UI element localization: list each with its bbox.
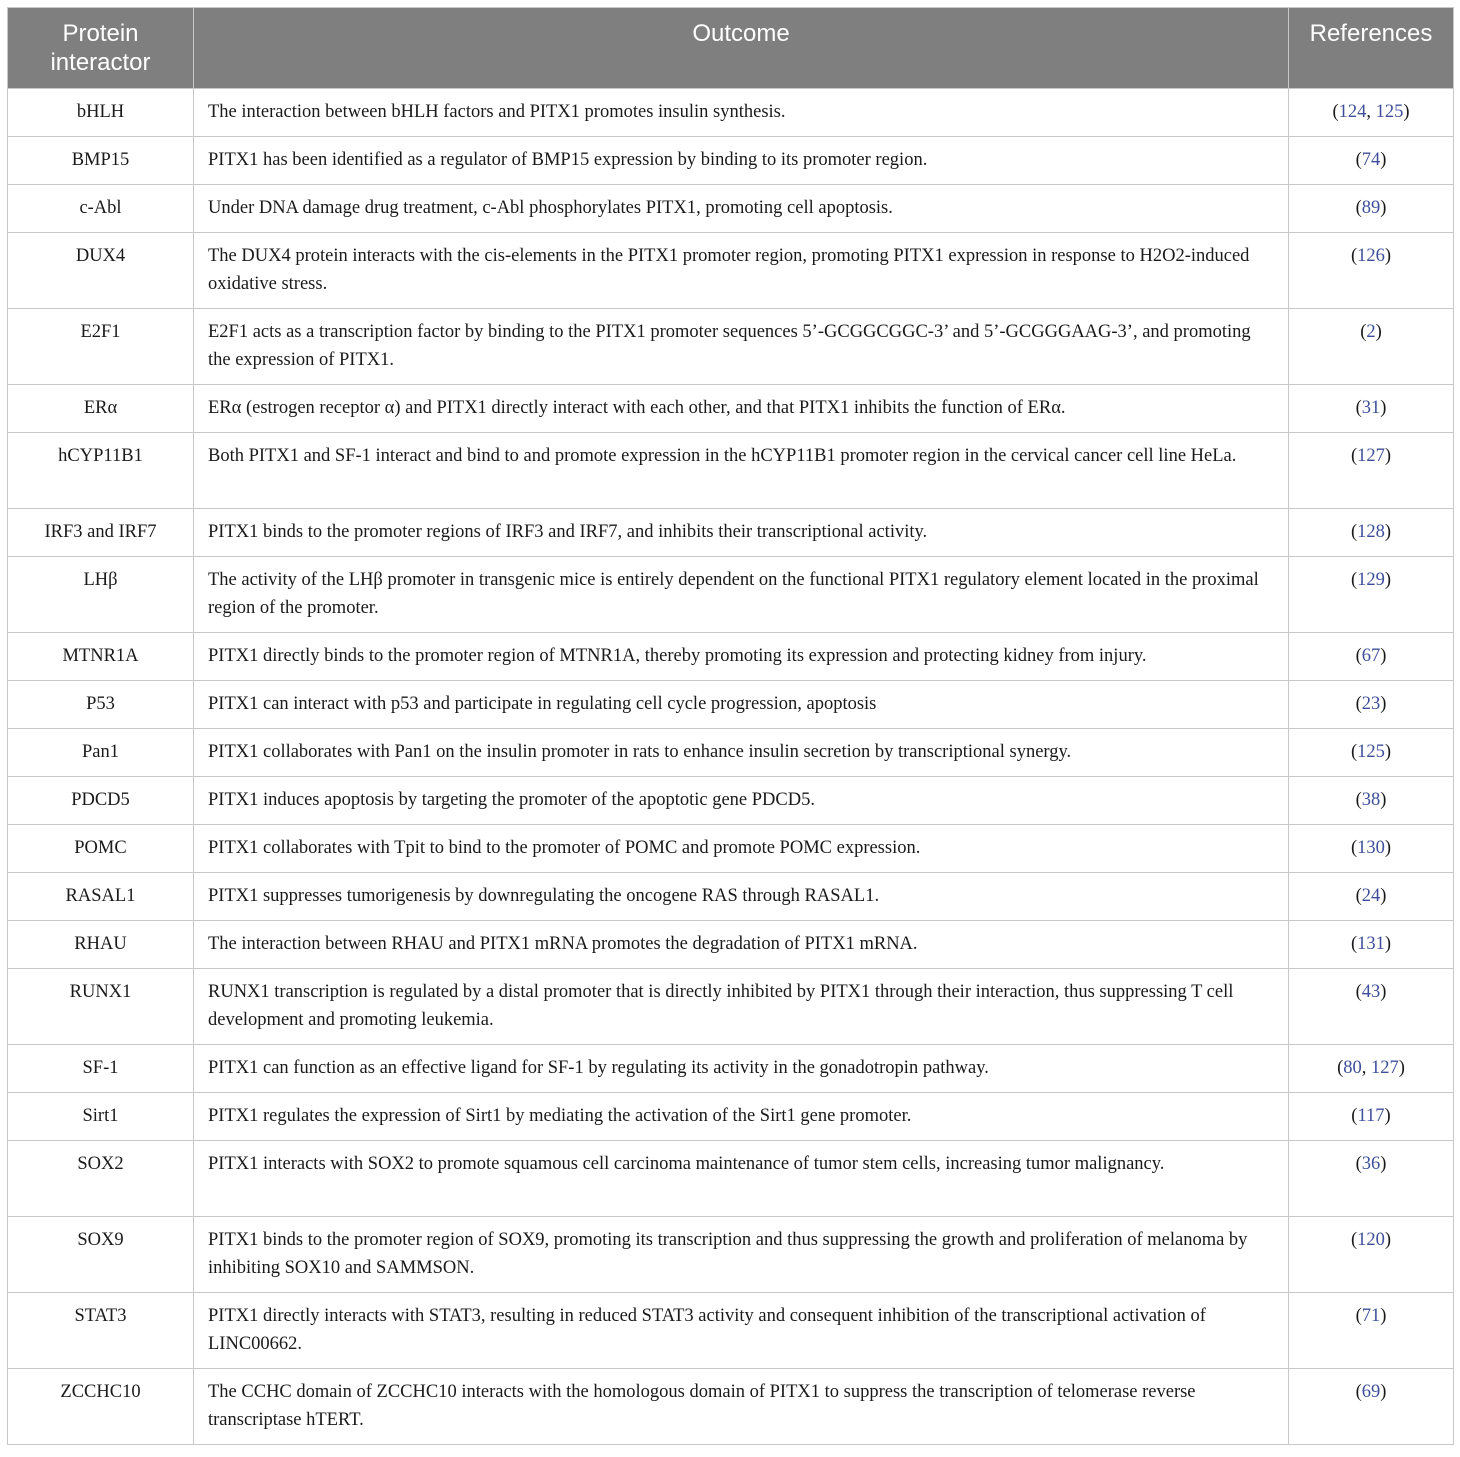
reference-link[interactable]: 69 xyxy=(1361,1382,1381,1402)
outcome-cell: PITX1 collaborates with Pan1 on the insulin promoter in rats to enhance insulin secretion by transcriptional synergy. xyxy=(194,729,1289,777)
outcome-cell: The CCHC domain of ZCCHC10 interacts with the homologous domain of PITX1 to suppress the transcription of telomerase reverse transcriptase hTERT. xyxy=(194,1369,1289,1445)
outcome-cell: Both PITX1 and SF-1 interact and bind to and promote expression in the hCYP11B1 promoter region in the cervical cancer cell line HeLa. xyxy=(194,433,1289,509)
reference-link[interactable]: 43 xyxy=(1361,982,1381,1002)
ref-close-paren: ) xyxy=(1380,790,1387,810)
protein-interactor-cell: Pan1 xyxy=(8,729,194,777)
references-cell xyxy=(1289,729,1454,777)
protein-interactor-cell: BMP15 xyxy=(8,137,194,185)
header-references xyxy=(1289,8,1454,89)
protein-interactor-cell: hCYP11B1 xyxy=(8,433,194,509)
ref-close-paren: ) xyxy=(1380,1382,1387,1402)
ref-open-paren: ( xyxy=(1355,694,1362,714)
ref-close-paren: ) xyxy=(1384,934,1392,954)
table-row xyxy=(8,921,1454,969)
outcome-cell: PITX1 suppresses tumorigenesis by downregulating the oncogene RAS through RASAL1. xyxy=(194,873,1289,921)
protein-interactor-cell: MTNR1A xyxy=(8,633,194,681)
outcome-cell: E2F1 acts as a transcription factor by binding to the PITX1 promoter sequences 5’-GCGGCGGC-3’ and 5’-GCGGGAAG-3’, and promoting the expression of PITX1. xyxy=(194,309,1289,385)
table-row xyxy=(8,681,1454,729)
ref-close-paren: ) xyxy=(1380,198,1387,218)
references-cell xyxy=(1289,1141,1454,1217)
ref-open-paren: ( xyxy=(1350,934,1358,954)
references-cell xyxy=(1289,137,1454,185)
ref-close-paren: ) xyxy=(1384,570,1392,590)
outcome-cell: PITX1 has been identified as a regulator of BMP15 expression by binding to its promoter region. xyxy=(194,137,1289,185)
outcome-cell: PITX1 can function as an effective ligand for SF-1 by regulating its activity in the gonadotropin pathway. xyxy=(194,1045,1289,1093)
ref-open-paren: ( xyxy=(1332,102,1339,122)
ref-close-paren: ) xyxy=(1380,646,1387,666)
outcome-cell: PITX1 directly interacts with STAT3, resulting in reduced STAT3 activity and consequent inhibition of the transcriptional activation of LINC00662. xyxy=(194,1293,1289,1369)
ref-open-paren: ( xyxy=(1355,198,1362,218)
protein-interactor-cell: ZCCHC10 xyxy=(8,1369,194,1445)
table-row xyxy=(8,873,1454,921)
references-cell xyxy=(1289,1093,1454,1141)
reference-link[interactable]: 31 xyxy=(1361,398,1381,418)
ref-open-paren: ( xyxy=(1350,446,1358,466)
table-row xyxy=(8,509,1454,557)
protein-interactor-cell: PDCD5 xyxy=(8,777,194,825)
reference-link[interactable]: 71 xyxy=(1361,1306,1381,1326)
references-cell xyxy=(1289,185,1454,233)
ref-open-paren: ( xyxy=(1355,1306,1362,1326)
ref-open-paren: ( xyxy=(1355,150,1362,170)
table-row xyxy=(8,777,1454,825)
outcome-cell: RUNX1 transcription is regulated by a distal promoter that is directly inhibited by PITX1 through their interaction, thus suppressing T cell development and promoting leukemia. xyxy=(194,969,1289,1045)
ref-open-paren: ( xyxy=(1337,1058,1344,1078)
table-row xyxy=(8,1045,1454,1093)
ref-open-paren: ( xyxy=(1355,646,1362,666)
references-cell xyxy=(1289,89,1454,137)
outcome-cell: The activity of the LHβ promoter in transgenic mice is entirely dependent on the functional PITX1 regulatory element located in the proximal region of the promoter. xyxy=(194,557,1289,633)
table-row xyxy=(8,185,1454,233)
outcome-cell: ERα (estrogen receptor α) and PITX1 directly interact with each other, and that PITX1 inhibits the function of ERα. xyxy=(194,385,1289,433)
reference-link[interactable]: 127 xyxy=(1357,446,1385,466)
references-cell xyxy=(1289,433,1454,509)
ref-open-paren: ( xyxy=(1350,838,1358,858)
protein-interactor-cell: DUX4 xyxy=(8,233,194,309)
ref-close-paren: ) xyxy=(1398,1058,1405,1078)
reference-link[interactable]: 36 xyxy=(1361,1154,1381,1174)
ref-close-paren: ) xyxy=(1375,322,1382,342)
ref-open-paren: ( xyxy=(1350,522,1358,542)
table-row xyxy=(8,309,1454,385)
protein-interactor-cell: SOX2 xyxy=(8,1141,194,1217)
ref-open-paren: ( xyxy=(1351,1106,1358,1126)
table-row xyxy=(8,1369,1454,1445)
protein-interactor-cell: c-Abl xyxy=(8,185,194,233)
interactor-table xyxy=(7,7,1454,1445)
table-row xyxy=(8,557,1454,633)
ref-open-paren: ( xyxy=(1355,886,1362,906)
reference-link[interactable]: 23 xyxy=(1361,694,1381,714)
ref-close-paren: ) xyxy=(1380,982,1387,1002)
outcome-cell: PITX1 interacts with SOX2 to promote squamous cell carcinoma maintenance of tumor stem cells, increasing tumor malignancy. xyxy=(194,1141,1289,1217)
outcome-cell: PITX1 can interact with p53 and participate in regulating cell cycle progression, apoptosis xyxy=(194,681,1289,729)
ref-open-paren: ( xyxy=(1355,1154,1362,1174)
outcome-cell: The interaction between RHAU and PITX1 mRNA promotes the degradation of PITX1 mRNA. xyxy=(194,921,1289,969)
protein-interactor-cell: E2F1 xyxy=(8,309,194,385)
table-row xyxy=(8,1093,1454,1141)
ref-close-paren: ) xyxy=(1380,398,1387,418)
ref-close-paren: ) xyxy=(1384,742,1392,762)
table-row xyxy=(8,385,1454,433)
references-cell xyxy=(1289,1369,1454,1445)
references-cell xyxy=(1289,1045,1454,1093)
ref-open-paren: ( xyxy=(1360,322,1367,342)
ref-open-paren: ( xyxy=(1355,982,1362,1002)
protein-interactor-cell: RHAU xyxy=(8,921,194,969)
outcome-cell: PITX1 binds to the promoter regions of IRF3 and IRF7, and inhibits their transcriptional activity. xyxy=(194,509,1289,557)
reference-link[interactable]: 80 xyxy=(1343,1058,1362,1078)
ref-separator: , xyxy=(1366,102,1376,122)
ref-close-paren: ) xyxy=(1384,446,1392,466)
reference-link[interactable]: 89 xyxy=(1361,198,1381,218)
outcome-cell: The interaction between bHLH factors and PITX1 promotes insulin synthesis. xyxy=(194,89,1289,137)
references-cell xyxy=(1289,557,1454,633)
references-cell xyxy=(1289,633,1454,681)
ref-open-paren: ( xyxy=(1355,790,1362,810)
table-row xyxy=(8,433,1454,509)
reference-link[interactable]: 120 xyxy=(1357,1230,1385,1250)
references-cell xyxy=(1289,309,1454,385)
protein-interactor-cell: Sirt1 xyxy=(8,1093,194,1141)
table-header xyxy=(8,8,1454,89)
table-row xyxy=(8,1217,1454,1293)
ref-close-paren: ) xyxy=(1384,1230,1392,1250)
protein-interactor-cell: P53 xyxy=(8,681,194,729)
outcome-cell: The DUX4 protein interacts with the cis-elements in the PITX1 promoter region, promoting PITX1 expression in response to H2O2-induced oxidative stress. xyxy=(194,233,1289,309)
reference-link[interactable]: 124 xyxy=(1338,102,1367,122)
reference-link[interactable]: 125 xyxy=(1357,742,1385,762)
ref-close-paren: ) xyxy=(1384,1106,1391,1126)
table-row xyxy=(8,89,1454,137)
references-cell xyxy=(1289,969,1454,1045)
header-outcome xyxy=(194,8,1289,89)
references-cell xyxy=(1289,921,1454,969)
protein-interactor-cell: IRF3 and IRF7 xyxy=(8,509,194,557)
ref-close-paren: ) xyxy=(1380,1154,1387,1174)
protein-interactor-cell: RASAL1 xyxy=(8,873,194,921)
ref-close-paren: ) xyxy=(1380,150,1387,170)
references-cell xyxy=(1289,233,1454,309)
reference-link[interactable]: 38 xyxy=(1361,790,1381,810)
protein-interactor-cell: LHβ xyxy=(8,557,194,633)
table-row xyxy=(8,1141,1454,1217)
interactor-table-container xyxy=(7,7,1453,1445)
reference-link[interactable]: 74 xyxy=(1361,150,1381,170)
reference-link[interactable]: 130 xyxy=(1357,838,1385,858)
ref-open-paren: ( xyxy=(1350,570,1358,590)
outcome-cell: PITX1 induces apoptosis by targeting the promoter of the apoptotic gene PDCD5. xyxy=(194,777,1289,825)
references-cell xyxy=(1289,777,1454,825)
ref-open-paren: ( xyxy=(1355,398,1362,418)
header-outcome-label: Outcome xyxy=(692,20,790,47)
protein-interactor-cell: SF-1 xyxy=(8,1045,194,1093)
ref-open-paren: ( xyxy=(1350,246,1358,266)
table-row xyxy=(8,1293,1454,1369)
references-cell xyxy=(1289,385,1454,433)
reference-link[interactable]: 127 xyxy=(1371,1058,1399,1078)
ref-close-paren: ) xyxy=(1380,1306,1387,1326)
table-row xyxy=(8,729,1454,777)
ref-separator: , xyxy=(1361,1058,1371,1078)
outcome-cell: PITX1 regulates the expression of Sirt1 by mediating the activation of the Sirt1 gene promoter. xyxy=(194,1093,1289,1141)
references-cell xyxy=(1289,873,1454,921)
header-references-label: References xyxy=(1309,20,1433,47)
ref-close-paren: ) xyxy=(1403,102,1410,122)
references-cell xyxy=(1289,1217,1454,1293)
protein-interactor-cell: ERα xyxy=(8,385,194,433)
table-row xyxy=(8,137,1454,185)
reference-link[interactable]: 128 xyxy=(1357,522,1385,542)
header-protein-interactor xyxy=(8,8,194,89)
ref-open-paren: ( xyxy=(1350,742,1358,762)
table-body xyxy=(8,89,1454,1445)
reference-link[interactable]: 129 xyxy=(1357,570,1385,590)
reference-link[interactable]: 126 xyxy=(1357,246,1385,266)
outcome-cell: PITX1 directly binds to the promoter region of MTNR1A, thereby promoting its expression and protecting kidney from injury. xyxy=(194,633,1289,681)
table-row xyxy=(8,969,1454,1045)
protein-interactor-cell: bHLH xyxy=(8,89,194,137)
table-row xyxy=(8,633,1454,681)
ref-close-paren: ) xyxy=(1380,886,1387,906)
reference-link[interactable]: 67 xyxy=(1361,646,1381,666)
references-cell xyxy=(1289,681,1454,729)
references-cell xyxy=(1289,1293,1454,1369)
reference-link[interactable]: 131 xyxy=(1357,934,1385,954)
outcome-cell: PITX1 collaborates with Tpit to bind to the promoter of POMC and promote POMC expression. xyxy=(194,825,1289,873)
header-protein-interactor-label: Protein interactor xyxy=(50,20,151,76)
references-cell xyxy=(1289,509,1454,557)
protein-interactor-cell: POMC xyxy=(8,825,194,873)
ref-close-paren: ) xyxy=(1384,838,1392,858)
header-row xyxy=(8,8,1454,89)
ref-open-paren: ( xyxy=(1350,1230,1358,1250)
ref-close-paren: ) xyxy=(1384,246,1392,266)
reference-link[interactable]: 2 xyxy=(1366,322,1376,342)
ref-open-paren: ( xyxy=(1355,1382,1362,1402)
reference-link[interactable]: 125 xyxy=(1375,102,1404,122)
ref-close-paren: ) xyxy=(1384,522,1392,542)
table-row xyxy=(8,233,1454,309)
reference-link[interactable]: 24 xyxy=(1361,886,1381,906)
references-cell xyxy=(1289,825,1454,873)
outcome-cell: Under DNA damage drug treatment, c-Abl phosphorylates PITX1, promoting cell apoptosis. xyxy=(194,185,1289,233)
protein-interactor-cell: STAT3 xyxy=(8,1293,194,1369)
reference-link[interactable]: 117 xyxy=(1357,1106,1385,1126)
ref-close-paren: ) xyxy=(1380,694,1387,714)
protein-interactor-cell: SOX9 xyxy=(8,1217,194,1293)
outcome-cell: PITX1 binds to the promoter region of SOX9, promoting its transcription and thus suppressing the growth and proliferation of melanoma by inhibiting SOX10 and SAMMSON. xyxy=(194,1217,1289,1293)
protein-interactor-cell: RUNX1 xyxy=(8,969,194,1045)
table-row xyxy=(8,825,1454,873)
